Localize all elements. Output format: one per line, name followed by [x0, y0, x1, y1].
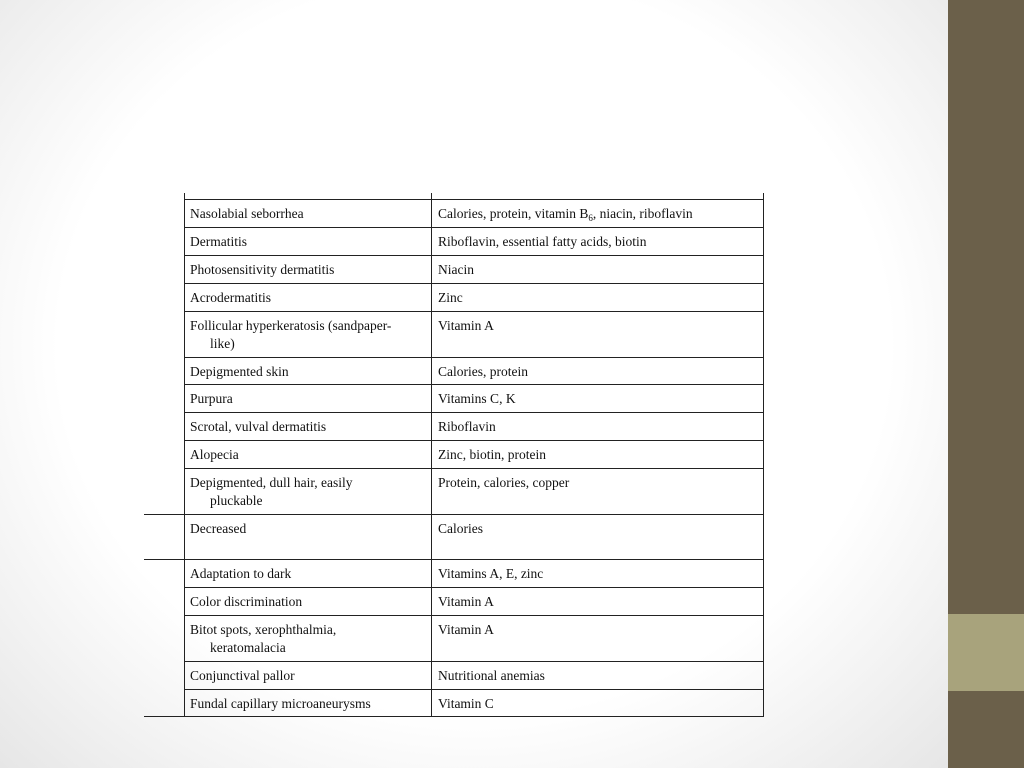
deficiency-cell — [438, 205, 758, 223]
finding-cell: Alopecia — [190, 447, 239, 462]
row-divider — [184, 283, 764, 284]
row-divider — [184, 227, 764, 228]
finding-text: Follicular hyperkeratosis (sandpaper- — [190, 318, 392, 333]
deficiency-cell: Nutritional anemias — [438, 668, 545, 683]
finding-cell: Acrodermatitis — [190, 290, 271, 305]
row-divider — [184, 311, 764, 312]
side-band-light-block — [948, 614, 1024, 691]
table-bottom-border — [144, 716, 764, 717]
row-divider — [184, 615, 764, 616]
finding-cell — [190, 474, 425, 510]
row-divider — [184, 412, 764, 413]
finding-text: Depigmented, dull hair, easily — [190, 475, 353, 490]
finding-cell: Fundal capillary microaneurysms — [190, 696, 371, 711]
deficiency-cell: Protein, calories, copper — [438, 475, 570, 490]
table-column-divider — [431, 193, 432, 717]
deficiency-cell: Vitamins C, K — [438, 391, 516, 406]
row-divider — [184, 587, 764, 588]
nutrition-findings-table — [144, 193, 764, 717]
deficiency-cell: Zinc — [438, 290, 463, 305]
table-right-border — [763, 193, 764, 717]
finding-text-continued: keratomalacia — [210, 640, 286, 655]
deficiency-cell: Riboflavin, essential fatty acids, biotin — [438, 234, 647, 249]
table-left-border — [184, 193, 185, 717]
deficiency-subscript: 6 — [588, 213, 593, 223]
finding-text-continued: like) — [210, 336, 235, 351]
deficiency-cell: Vitamin A — [438, 318, 494, 333]
finding-cell: Color discrimination — [190, 594, 303, 609]
finding-cell: Photosensitivity dermatitis — [190, 262, 335, 277]
finding-cell: Purpura — [190, 391, 233, 406]
deficiency-cell: Calories, protein — [438, 364, 528, 379]
row-divider — [184, 661, 764, 662]
section-divider — [144, 514, 764, 515]
deficiency-cell: Zinc, biotin, protein — [438, 447, 546, 462]
row-divider — [184, 384, 764, 385]
deficiency-cell: Vitamin A — [438, 594, 494, 609]
row-divider — [184, 357, 764, 358]
row-divider — [184, 199, 764, 200]
row-divider — [184, 689, 764, 690]
deficiency-text-tail: , niacin, riboflavin — [592, 206, 693, 221]
deficiency-cell: Niacin — [438, 262, 474, 277]
deficiency-text: Calories, protein, vitamin B — [438, 206, 589, 221]
deficiency-cell: Vitamin C — [438, 696, 494, 711]
finding-cell: Conjunctival pallor — [190, 668, 295, 683]
section-divider — [144, 559, 764, 560]
finding-cell: Scrotal, vulval dermatitis — [190, 419, 327, 434]
deficiency-cell: Calories — [438, 521, 483, 536]
finding-text: Bitot spots, xerophthalmia, — [190, 622, 337, 637]
finding-cell: Depigmented skin — [190, 364, 289, 379]
finding-cell — [190, 621, 425, 657]
row-divider — [184, 440, 764, 441]
finding-cell: Dermatitis — [190, 234, 247, 249]
row-divider — [184, 255, 764, 256]
row-divider — [184, 468, 764, 469]
finding-cell: Nasolabial seborrhea — [190, 206, 304, 221]
deficiency-cell: Vitamins A, E, zinc — [438, 566, 544, 581]
finding-text-continued: pluckable — [210, 493, 263, 508]
finding-cell: Decreased — [190, 521, 247, 536]
deficiency-cell: Riboflavin — [438, 419, 496, 434]
finding-cell: Adaptation to dark — [190, 566, 292, 581]
deficiency-cell: Vitamin A — [438, 622, 494, 637]
finding-cell — [190, 317, 425, 353]
